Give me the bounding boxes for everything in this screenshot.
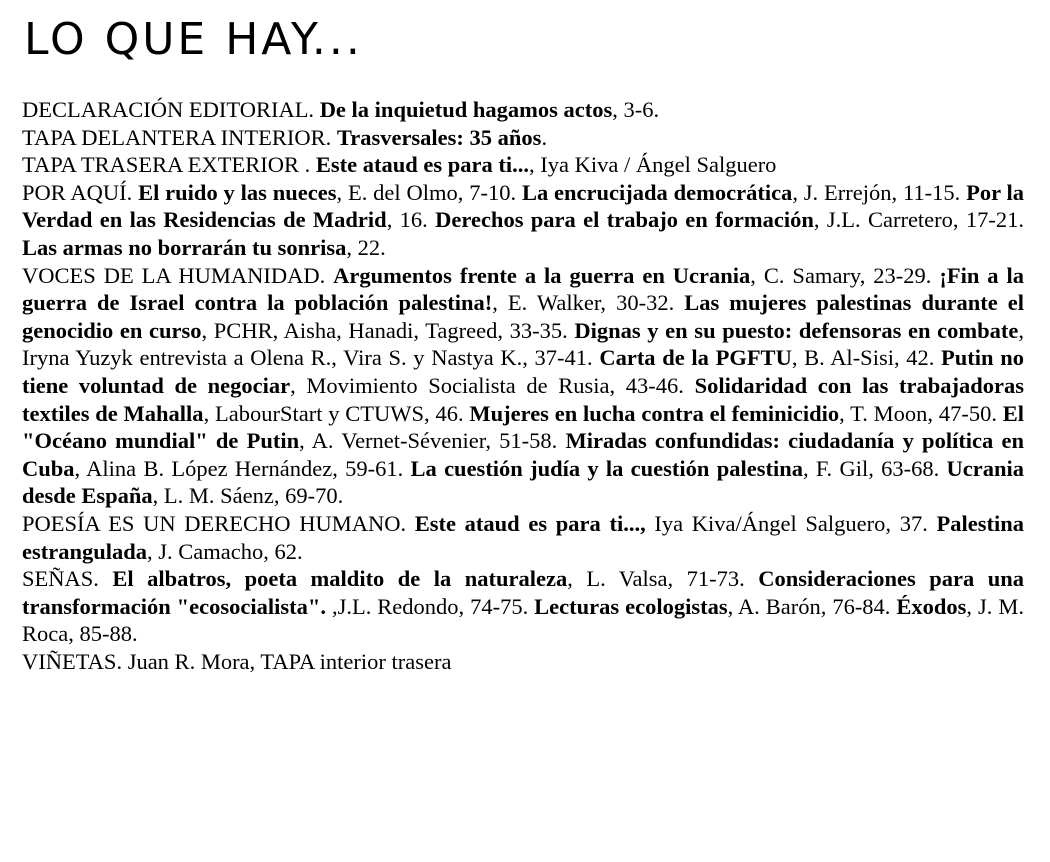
- toc-text: , J. Camacho, 62.: [147, 538, 303, 564]
- toc-section: [22, 179, 1024, 262]
- article-title: Las armas no borrarán tu sonrisa: [22, 234, 347, 260]
- toc-text: POESÍA ES UN DERECHO HUMANO.: [22, 510, 415, 536]
- toc-text: POR AQUÍ.: [22, 179, 139, 205]
- article-title: Putin no tiene voluntad de negociar: [22, 345, 1024, 398]
- table-of-contents: [22, 96, 1024, 675]
- toc-text: , 22.: [346, 234, 386, 260]
- toc-text: DECLARACIÓN EDITORIAL.: [22, 97, 320, 122]
- toc-text: , C. Samary, 23-29.: [750, 262, 940, 288]
- article-title: Argumentos frente a la guerra en Ucrania: [333, 262, 751, 288]
- toc-text: .: [541, 124, 548, 150]
- toc-text: , Iya Kiva / Ángel Salguero: [529, 152, 777, 178]
- toc-text: , J. Errejón, 11-15.: [792, 179, 967, 205]
- toc-section: [22, 96, 1024, 124]
- article-title: Palestina estrangulada: [22, 510, 1024, 564]
- toc-text: Iya Kiva/Ángel Salguero, 37.: [645, 510, 937, 536]
- article-title: El ruido y las nueces: [138, 179, 337, 205]
- toc-text: , A. Barón, 76-84.: [727, 593, 897, 619]
- toc-section: [22, 124, 1024, 152]
- article-title: Este ataud es para ti...,: [414, 510, 646, 536]
- toc-text: , J. M. Roca, 85-88.: [22, 593, 1024, 647]
- article-title: Éxodos: [896, 593, 967, 619]
- article-title: El "Océano mundial" de Putin: [22, 400, 1024, 454]
- article-title: Este ataud es para ti...: [315, 152, 529, 178]
- toc-text: , Movimiento Socialista de Rusia, 43-46.: [290, 372, 695, 398]
- article-title: El albatros, poeta maldito de la naturaleza: [112, 566, 568, 592]
- toc-section: [22, 262, 1024, 510]
- article-title: La encrucijada democrática: [521, 179, 793, 205]
- article-title: Miradas confundidas: ciudadanía y política en Cuba: [22, 428, 1024, 481]
- toc-text: , Alina B. López Hernández, 59-61.: [74, 455, 411, 481]
- article-title: Dignas y en su puesto: defensoras en combate: [574, 317, 1019, 343]
- toc-text: , 16.: [386, 207, 436, 233]
- toc-section: [22, 151, 1024, 179]
- article-title: Solidaridad con las trabajadoras textiles de Mahalla: [22, 372, 1025, 426]
- toc-text: VIÑETAS. Juan R. Mora, TAPA interior trasera: [22, 648, 452, 674]
- toc-text: , E. Walker, 30-32.: [492, 290, 685, 316]
- toc-text: TAPA DELANTERA INTERIOR.: [22, 124, 337, 150]
- toc-section: [22, 648, 1024, 676]
- article-title: Por la Verdad en las Residencias de Madrid: [22, 179, 1024, 233]
- article-title: Consideraciones para una transformación "ecosocialista".: [22, 566, 1024, 619]
- article-title: ¡Fin a la guerra de Israel contra la población palestina!: [22, 262, 1024, 316]
- toc-text: , T. Moon, 47-50.: [839, 400, 1003, 426]
- article-title: Ucrania desde España: [22, 455, 1024, 509]
- toc-text: , A. Vernet-Sévenier, 51-58.: [299, 428, 566, 454]
- article-title: Carta de la PGFTU: [599, 345, 792, 371]
- toc-text: , LabourStart y CTUWS, 46.: [203, 400, 470, 426]
- toc-text: , PCHR, Aisha, Hanadi, Tagreed, 33-35.: [201, 317, 575, 343]
- article-title: Trasversales: 35 años: [336, 124, 542, 150]
- toc-text: , L. M. Sáenz, 69-70.: [152, 483, 344, 509]
- toc-text: , 3-6.: [612, 97, 660, 122]
- toc-text: TAPA TRASERA EXTERIOR .: [22, 152, 316, 178]
- article-title: Lecturas ecologistas: [534, 593, 728, 619]
- article-title: La cuestión judía y la cuestión palestina: [410, 455, 803, 481]
- toc-text: , Iryna Yuzyk entrevista a Olena R., Vira S. y Nastya K., 37-41.: [22, 317, 1024, 371]
- toc-text: , E. del Olmo, 7-10.: [336, 179, 522, 205]
- toc-section: [22, 510, 1024, 565]
- toc-text: VOCES DE LA HUMANIDAD.: [22, 262, 334, 288]
- toc-text: , B. Al-Sisi, 42.: [791, 345, 942, 371]
- toc-text: , L. Valsa, 71-73.: [567, 566, 759, 592]
- toc-section: [22, 565, 1024, 648]
- toc-text: , F. Gil, 63-68.: [802, 455, 947, 481]
- toc-text: ,J.L. Redondo, 74-75.: [331, 593, 535, 619]
- article-title: Mujeres en lucha contra el feminicidio: [469, 400, 840, 426]
- article-title: De la inquietud hagamos actos: [319, 97, 613, 122]
- article-title: Las mujeres palestinas durante el genocidio en curso: [22, 290, 1024, 343]
- toc-text: SEÑAS.: [22, 566, 113, 592]
- page-title: LO QUE HAY...: [24, 14, 363, 65]
- toc-text: , J.L. Carretero, 17-21.: [813, 207, 1024, 233]
- article-title: Derechos para el trabajo en formación: [435, 207, 814, 233]
